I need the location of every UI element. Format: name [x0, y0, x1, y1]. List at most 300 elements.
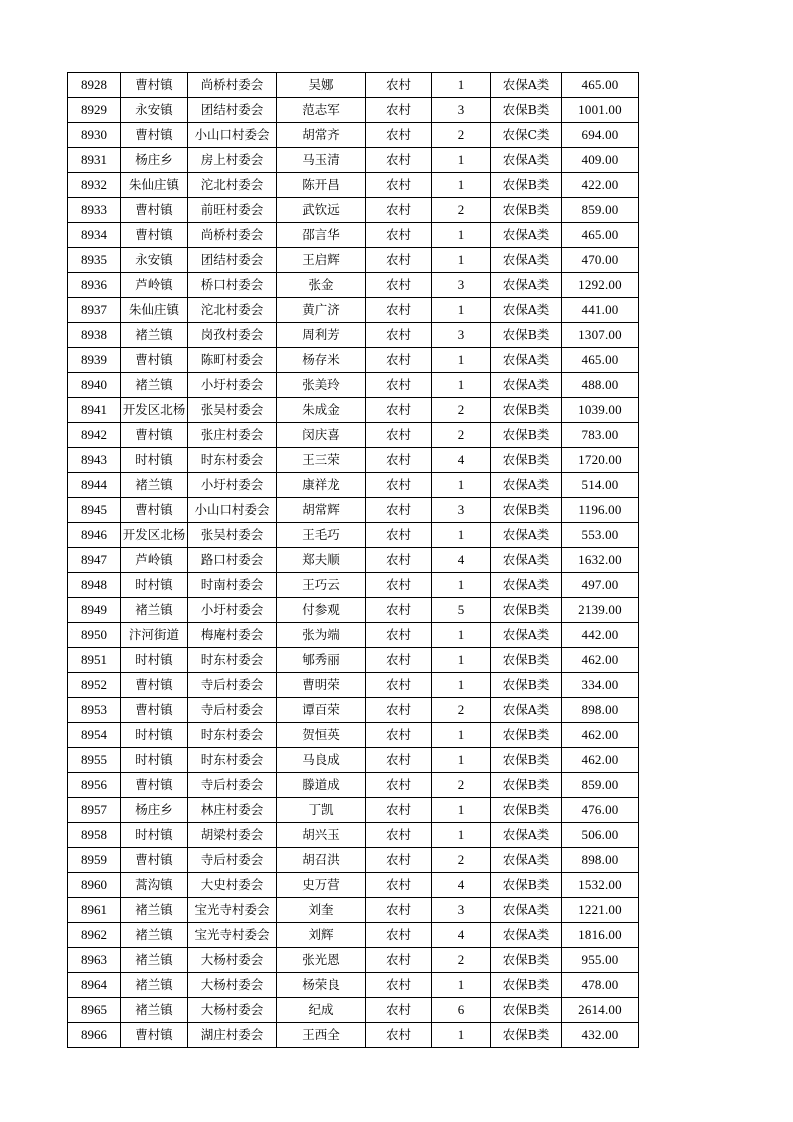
household-type-cell: 农村 [366, 548, 432, 573]
amount-cell: 497.00 [562, 573, 639, 598]
table-row [68, 448, 639, 473]
table-row [68, 148, 639, 173]
village-cell: 小山口村委会 [188, 123, 277, 148]
name-cell: 邵言华 [277, 223, 366, 248]
village-cell: 大杨村委会 [188, 973, 277, 998]
name-cell: 胡常齐 [277, 123, 366, 148]
member-count-cell: 3 [432, 898, 491, 923]
household-type-cell: 农村 [366, 823, 432, 848]
record-id-cell: 8944 [68, 473, 121, 498]
amount-cell: 1196.00 [562, 498, 639, 523]
town-cell: 褚兰镇 [121, 948, 188, 973]
village-cell: 林庄村委会 [188, 798, 277, 823]
name-cell: 贺恒英 [277, 723, 366, 748]
town-cell: 褚兰镇 [121, 998, 188, 1023]
category-cell: 农保B类 [491, 723, 562, 748]
town-cell: 曹村镇 [121, 73, 188, 98]
amount-cell: 1720.00 [562, 448, 639, 473]
amount-cell: 488.00 [562, 373, 639, 398]
household-type-cell: 农村 [366, 923, 432, 948]
household-type-cell: 农村 [366, 723, 432, 748]
amount-cell: 478.00 [562, 973, 639, 998]
household-type-cell: 农村 [366, 148, 432, 173]
town-cell: 杨庄乡 [121, 148, 188, 173]
name-cell: 胡常辉 [277, 498, 366, 523]
household-type-cell: 农村 [366, 73, 432, 98]
name-cell: 刘奎 [277, 898, 366, 923]
record-id-cell: 8932 [68, 173, 121, 198]
record-id-cell: 8935 [68, 248, 121, 273]
record-id-cell: 8953 [68, 698, 121, 723]
member-count-cell: 3 [432, 98, 491, 123]
household-type-cell: 农村 [366, 523, 432, 548]
name-cell: 张光恩 [277, 948, 366, 973]
member-count-cell: 1 [432, 173, 491, 198]
amount-cell: 553.00 [562, 523, 639, 548]
category-cell: 农保A类 [491, 73, 562, 98]
village-cell: 时东村委会 [188, 748, 277, 773]
record-id-cell: 8962 [68, 923, 121, 948]
category-cell: 农保B类 [491, 398, 562, 423]
name-cell: 周利芳 [277, 323, 366, 348]
table-row [68, 823, 639, 848]
member-count-cell: 4 [432, 873, 491, 898]
town-cell: 褚兰镇 [121, 973, 188, 998]
village-cell: 寺后村委会 [188, 673, 277, 698]
name-cell: 康祥龙 [277, 473, 366, 498]
town-cell: 永安镇 [121, 98, 188, 123]
amount-cell: 442.00 [562, 623, 639, 648]
town-cell: 开发区北杨 [121, 523, 188, 548]
town-cell: 褚兰镇 [121, 598, 188, 623]
amount-cell: 1532.00 [562, 873, 639, 898]
table-row [68, 273, 639, 298]
amount-cell: 462.00 [562, 748, 639, 773]
village-cell: 陈町村委会 [188, 348, 277, 373]
village-cell: 小圩村委会 [188, 373, 277, 398]
record-id-cell: 8938 [68, 323, 121, 348]
household-type-cell: 农村 [366, 448, 432, 473]
category-cell: 农保A类 [491, 348, 562, 373]
amount-cell: 470.00 [562, 248, 639, 273]
name-cell: 丁凯 [277, 798, 366, 823]
village-cell: 梅庵村委会 [188, 623, 277, 648]
name-cell: 吴娜 [277, 73, 366, 98]
town-cell: 曹村镇 [121, 498, 188, 523]
household-type-cell: 农村 [366, 598, 432, 623]
table-row [68, 698, 639, 723]
household-type-cell: 农村 [366, 648, 432, 673]
record-id-cell: 8931 [68, 148, 121, 173]
household-type-cell: 农村 [366, 348, 432, 373]
record-id-cell: 8957 [68, 798, 121, 823]
village-cell: 寺后村委会 [188, 773, 277, 798]
table-row [68, 1023, 639, 1048]
member-count-cell: 2 [432, 948, 491, 973]
member-count-cell: 1 [432, 523, 491, 548]
town-cell: 朱仙庄镇 [121, 298, 188, 323]
member-count-cell: 1 [432, 348, 491, 373]
member-count-cell: 1 [432, 723, 491, 748]
amount-cell: 859.00 [562, 773, 639, 798]
table-row [68, 723, 639, 748]
village-cell: 路口村委会 [188, 548, 277, 573]
record-id-cell: 8954 [68, 723, 121, 748]
village-cell: 胡梁村委会 [188, 823, 277, 848]
town-cell: 时村镇 [121, 648, 188, 673]
amount-cell: 2614.00 [562, 998, 639, 1023]
name-cell: 杨荣良 [277, 973, 366, 998]
member-count-cell: 1 [432, 648, 491, 673]
table-row [68, 598, 639, 623]
name-cell: 黄广济 [277, 298, 366, 323]
village-cell: 尚桥村委会 [188, 73, 277, 98]
record-id-cell: 8964 [68, 973, 121, 998]
category-cell: 农保B类 [491, 598, 562, 623]
member-count-cell: 3 [432, 498, 491, 523]
town-cell: 曹村镇 [121, 123, 188, 148]
village-cell: 前旺村委会 [188, 198, 277, 223]
record-id-cell: 8959 [68, 848, 121, 873]
table-row [68, 348, 639, 373]
member-count-cell: 1 [432, 798, 491, 823]
town-cell: 杨庄乡 [121, 798, 188, 823]
record-id-cell: 8934 [68, 223, 121, 248]
member-count-cell: 6 [432, 998, 491, 1023]
table-row [68, 873, 639, 898]
town-cell: 曹村镇 [121, 698, 188, 723]
household-type-cell: 农村 [366, 423, 432, 448]
record-id-cell: 8948 [68, 573, 121, 598]
household-type-cell: 农村 [366, 173, 432, 198]
village-cell: 时东村委会 [188, 648, 277, 673]
category-cell: 农保B类 [491, 748, 562, 773]
amount-cell: 1001.00 [562, 98, 639, 123]
record-id-cell: 8958 [68, 823, 121, 848]
member-count-cell: 1 [432, 298, 491, 323]
town-cell: 时村镇 [121, 823, 188, 848]
amount-cell: 1307.00 [562, 323, 639, 348]
record-id-cell: 8965 [68, 998, 121, 1023]
town-cell: 时村镇 [121, 573, 188, 598]
name-cell: 武钦远 [277, 198, 366, 223]
town-cell: 时村镇 [121, 748, 188, 773]
member-count-cell: 1 [432, 973, 491, 998]
category-cell: 农保A类 [491, 898, 562, 923]
town-cell: 芦岭镇 [121, 273, 188, 298]
beneficiary-table [67, 72, 639, 1048]
record-id-cell: 8946 [68, 523, 121, 548]
category-cell: 农保A类 [491, 923, 562, 948]
amount-cell: 898.00 [562, 698, 639, 723]
village-cell: 时东村委会 [188, 448, 277, 473]
amount-cell: 422.00 [562, 173, 639, 198]
table-row [68, 623, 639, 648]
category-cell: 农保A类 [491, 848, 562, 873]
record-id-cell: 8940 [68, 373, 121, 398]
table-row [68, 473, 639, 498]
village-cell: 大杨村委会 [188, 998, 277, 1023]
category-cell: 农保A类 [491, 298, 562, 323]
category-cell: 农保B类 [491, 798, 562, 823]
table-row [68, 373, 639, 398]
amount-cell: 1632.00 [562, 548, 639, 573]
category-cell: 农保B类 [491, 448, 562, 473]
village-cell: 岗孜村委会 [188, 323, 277, 348]
category-cell: 农保B类 [491, 973, 562, 998]
village-cell: 寺后村委会 [188, 848, 277, 873]
household-type-cell: 农村 [366, 398, 432, 423]
village-cell: 大杨村委会 [188, 948, 277, 973]
amount-cell: 1039.00 [562, 398, 639, 423]
table-row [68, 998, 639, 1023]
table-row [68, 523, 639, 548]
name-cell: 纪成 [277, 998, 366, 1023]
household-type-cell: 农村 [366, 98, 432, 123]
village-cell: 沱北村委会 [188, 173, 277, 198]
table-row [68, 398, 639, 423]
town-cell: 曹村镇 [121, 423, 188, 448]
table-row [68, 123, 639, 148]
member-count-cell: 1 [432, 673, 491, 698]
household-type-cell: 农村 [366, 848, 432, 873]
household-type-cell: 农村 [366, 123, 432, 148]
village-cell: 团结村委会 [188, 248, 277, 273]
table-row [68, 773, 639, 798]
record-id-cell: 8966 [68, 1023, 121, 1048]
town-cell: 曹村镇 [121, 223, 188, 248]
village-cell: 湖庄村委会 [188, 1023, 277, 1048]
member-count-cell: 2 [432, 123, 491, 148]
household-type-cell: 农村 [366, 973, 432, 998]
amount-cell: 2139.00 [562, 598, 639, 623]
household-type-cell: 农村 [366, 323, 432, 348]
category-cell: 农保B类 [491, 948, 562, 973]
table-row [68, 948, 639, 973]
table-row [68, 73, 639, 98]
record-id-cell: 8949 [68, 598, 121, 623]
amount-cell: 1221.00 [562, 898, 639, 923]
amount-cell: 955.00 [562, 948, 639, 973]
member-count-cell: 2 [432, 848, 491, 873]
household-type-cell: 农村 [366, 223, 432, 248]
member-count-cell: 1 [432, 748, 491, 773]
member-count-cell: 4 [432, 923, 491, 948]
household-type-cell: 农村 [366, 673, 432, 698]
category-cell: 农保A类 [491, 698, 562, 723]
amount-cell: 694.00 [562, 123, 639, 148]
amount-cell: 1292.00 [562, 273, 639, 298]
household-type-cell: 农村 [366, 798, 432, 823]
name-cell: 朱成金 [277, 398, 366, 423]
town-cell: 褚兰镇 [121, 473, 188, 498]
village-cell: 团结村委会 [188, 98, 277, 123]
village-cell: 张吴村委会 [188, 398, 277, 423]
amount-cell: 462.00 [562, 723, 639, 748]
table-row [68, 298, 639, 323]
amount-cell: 462.00 [562, 648, 639, 673]
table-row [68, 173, 639, 198]
name-cell: 张为端 [277, 623, 366, 648]
amount-cell: 859.00 [562, 198, 639, 223]
name-cell: 马玉清 [277, 148, 366, 173]
town-cell: 褚兰镇 [121, 373, 188, 398]
member-count-cell: 2 [432, 698, 491, 723]
category-cell: 农保B类 [491, 423, 562, 448]
household-type-cell: 农村 [366, 698, 432, 723]
record-id-cell: 8950 [68, 623, 121, 648]
table-row [68, 673, 639, 698]
member-count-cell: 1 [432, 223, 491, 248]
household-type-cell: 农村 [366, 273, 432, 298]
member-count-cell: 1 [432, 148, 491, 173]
category-cell: 农保A类 [491, 823, 562, 848]
amount-cell: 465.00 [562, 223, 639, 248]
record-id-cell: 8951 [68, 648, 121, 673]
category-cell: 农保A类 [491, 523, 562, 548]
town-cell: 开发区北杨 [121, 398, 188, 423]
category-cell: 农保A类 [491, 273, 562, 298]
village-cell: 桥口村委会 [188, 273, 277, 298]
category-cell: 农保A类 [491, 473, 562, 498]
member-count-cell: 1 [432, 373, 491, 398]
household-type-cell: 农村 [366, 373, 432, 398]
table-row [68, 748, 639, 773]
record-id-cell: 8955 [68, 748, 121, 773]
name-cell: 胡兴玉 [277, 823, 366, 848]
name-cell: 张金 [277, 273, 366, 298]
member-count-cell: 2 [432, 398, 491, 423]
table-row [68, 223, 639, 248]
record-id-cell: 8961 [68, 898, 121, 923]
table-row [68, 323, 639, 348]
amount-cell: 1816.00 [562, 923, 639, 948]
name-cell: 付参观 [277, 598, 366, 623]
name-cell: 陈开昌 [277, 173, 366, 198]
name-cell: 马良成 [277, 748, 366, 773]
village-cell: 尚桥村委会 [188, 223, 277, 248]
table-row [68, 923, 639, 948]
category-cell: 农保B类 [491, 1023, 562, 1048]
record-id-cell: 8933 [68, 198, 121, 223]
category-cell: 农保A类 [491, 548, 562, 573]
name-cell: 刘辉 [277, 923, 366, 948]
table-row [68, 898, 639, 923]
name-cell: 谭百荣 [277, 698, 366, 723]
name-cell: 闵庆喜 [277, 423, 366, 448]
village-cell: 小圩村委会 [188, 473, 277, 498]
amount-cell: 432.00 [562, 1023, 639, 1048]
village-cell: 宝光寺村委会 [188, 923, 277, 948]
name-cell: 王毛巧 [277, 523, 366, 548]
amount-cell: 514.00 [562, 473, 639, 498]
table-body [68, 73, 639, 1048]
name-cell: 史万营 [277, 873, 366, 898]
name-cell: 王西全 [277, 1023, 366, 1048]
category-cell: 农保A类 [491, 573, 562, 598]
name-cell: 张美玲 [277, 373, 366, 398]
member-count-cell: 2 [432, 198, 491, 223]
name-cell: 郑夫顺 [277, 548, 366, 573]
member-count-cell: 1 [432, 248, 491, 273]
member-count-cell: 3 [432, 273, 491, 298]
village-cell: 宝光寺村委会 [188, 898, 277, 923]
member-count-cell: 1 [432, 473, 491, 498]
household-type-cell: 农村 [366, 1023, 432, 1048]
village-cell: 张庄村委会 [188, 423, 277, 448]
category-cell: 农保A类 [491, 248, 562, 273]
category-cell: 农保B类 [491, 773, 562, 798]
household-type-cell: 农村 [366, 198, 432, 223]
category-cell: 农保B类 [491, 198, 562, 223]
member-count-cell: 2 [432, 423, 491, 448]
town-cell: 永安镇 [121, 248, 188, 273]
village-cell: 时南村委会 [188, 573, 277, 598]
amount-cell: 476.00 [562, 798, 639, 823]
name-cell: 范志军 [277, 98, 366, 123]
amount-cell: 334.00 [562, 673, 639, 698]
member-count-cell: 4 [432, 548, 491, 573]
household-type-cell: 农村 [366, 748, 432, 773]
record-id-cell: 8941 [68, 398, 121, 423]
amount-cell: 783.00 [562, 423, 639, 448]
category-cell: 农保A类 [491, 223, 562, 248]
record-id-cell: 8963 [68, 948, 121, 973]
record-id-cell: 8956 [68, 773, 121, 798]
town-cell: 曹村镇 [121, 773, 188, 798]
record-id-cell: 8939 [68, 348, 121, 373]
category-cell: 农保B类 [491, 498, 562, 523]
category-cell: 农保B类 [491, 673, 562, 698]
table-row [68, 548, 639, 573]
name-cell: 王巧云 [277, 573, 366, 598]
household-type-cell: 农村 [366, 623, 432, 648]
household-type-cell: 农村 [366, 473, 432, 498]
town-cell: 曹村镇 [121, 1023, 188, 1048]
record-id-cell: 8945 [68, 498, 121, 523]
household-type-cell: 农村 [366, 998, 432, 1023]
village-cell: 小山口村委会 [188, 498, 277, 523]
table-row [68, 573, 639, 598]
table-row [68, 98, 639, 123]
record-id-cell: 8936 [68, 273, 121, 298]
category-cell: 农保C类 [491, 123, 562, 148]
member-count-cell: 5 [432, 598, 491, 623]
member-count-cell: 1 [432, 1023, 491, 1048]
member-count-cell: 3 [432, 323, 491, 348]
name-cell: 曹明荣 [277, 673, 366, 698]
table-row [68, 198, 639, 223]
category-cell: 农保B类 [491, 173, 562, 198]
village-cell: 房上村委会 [188, 148, 277, 173]
table-row [68, 498, 639, 523]
village-cell: 小圩村委会 [188, 598, 277, 623]
town-cell: 时村镇 [121, 448, 188, 473]
record-id-cell: 8947 [68, 548, 121, 573]
name-cell: 王启辉 [277, 248, 366, 273]
table-row [68, 248, 639, 273]
category-cell: 农保B类 [491, 998, 562, 1023]
town-cell: 朱仙庄镇 [121, 173, 188, 198]
record-id-cell: 8943 [68, 448, 121, 473]
name-cell: 滕道成 [277, 773, 366, 798]
town-cell: 褚兰镇 [121, 923, 188, 948]
category-cell: 农保A类 [491, 623, 562, 648]
village-cell: 寺后村委会 [188, 698, 277, 723]
table-row [68, 973, 639, 998]
town-cell: 芦岭镇 [121, 548, 188, 573]
town-cell: 曹村镇 [121, 348, 188, 373]
